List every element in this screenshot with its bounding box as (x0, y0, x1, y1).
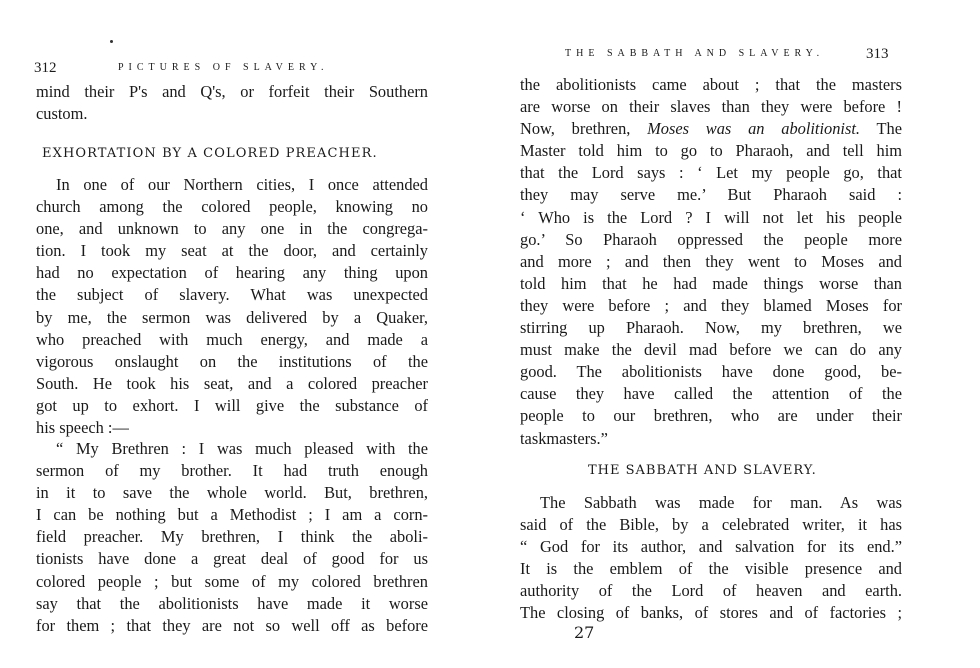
text-line: and more ; and then they went to Moses and (520, 251, 902, 271)
text-line: tion. I took my seat at the door, and certainly (36, 241, 428, 261)
text-line-mixed (520, 118, 902, 140)
text-line: are worse on their slaves than they were before ! (520, 97, 902, 117)
text-line: The Sabbath was made for man. As was (540, 493, 902, 512)
text-line: cause they have called the attention of the (520, 384, 902, 404)
text-line: custom. (36, 104, 88, 124)
text-line: “ My Brethren : I was much pleased with the (56, 439, 428, 458)
text-line: authority of the Lord of heaven and earth. (520, 581, 902, 601)
text-line: good. The abolitionists have done good, be- (520, 362, 902, 382)
text-line: It is the emblem of the visible presence and (520, 559, 902, 579)
text-line: the abolitionists came about ; that the masters (520, 75, 902, 94)
text-line: I can be nothing but a Methodist ; I am a corn- (36, 505, 428, 525)
paragraph-speech (36, 438, 428, 637)
text-line: got up to exhort. I will give the substance of (36, 395, 428, 415)
text-line: “ God for its author, and salvation for its end.” (520, 537, 902, 557)
paragraph-sabbath (520, 492, 902, 625)
text-line: they may serve me.’ But Pharaoh said : (520, 185, 902, 205)
text-line: they were before ; and they blamed Moses for (520, 295, 902, 315)
page-number: 312 (34, 60, 57, 76)
text-line: taskmasters.” (520, 428, 608, 448)
text-line: the subject of slavery. What was unexpected (36, 285, 428, 305)
text-line: field preacher. My brethren, I think the aboli- (36, 527, 428, 547)
text-line: Master told him to go to Pharaoh, and tell him (520, 141, 902, 161)
text-line: said of the Bible, by a celebrated writer, it has (520, 515, 902, 535)
right-page (490, 0, 980, 668)
text-line: In one of our Northern cities, I once attended (56, 175, 428, 194)
text-line: his speech :— (36, 418, 129, 438)
text-line: colored people ; but some of my colored brethren (36, 571, 428, 591)
text-line: ‘ Who is the Lord ? I will not let his people (520, 207, 902, 227)
running-head: THE SABBATH AND SLAVERY. (565, 48, 825, 59)
text-segment: The (876, 119, 902, 139)
text-line: by me, the sermon was delivered by a Quaker, (36, 307, 428, 327)
text-line: tionists have done a great deal of good for us (36, 549, 428, 569)
section-heading: THE SABBATH AND SLAVERY. (588, 463, 817, 478)
text-line: vigorous onslaught on the institutions of the (36, 351, 428, 371)
page-number: 313 (866, 46, 889, 62)
ink-speck (110, 40, 113, 43)
text-line: people to our brethren, who are under their (520, 406, 902, 426)
text-line: church among the colored people, knowing no (36, 197, 428, 217)
running-head: PICTURES OF SLAVERY. (118, 62, 329, 73)
text-line: stirring up Pharaoh. Now, my brethren, we (520, 318, 902, 338)
section-heading: EXHORTATION BY A COLORED PREACHER. (42, 146, 378, 161)
signature-mark: 27 (574, 623, 595, 642)
text-line: for them ; that they are not so well off as before (36, 615, 428, 635)
text-line: say that the abolitionists have made it worse (36, 593, 428, 613)
text-segment: Now, brethren, (520, 119, 631, 139)
text-line: South. He took his seat, and a colored preacher (36, 373, 428, 393)
text-line: told him that he had made things worse than (520, 273, 902, 293)
text-line: mind their P's and Q's, or forfeit their Southern (36, 82, 428, 101)
paragraph-exhortation-intro (36, 174, 428, 439)
text-line: in it to save the whole world. But, brethren, (36, 483, 428, 503)
text-line: one, and unknown to any one in the congrega- (36, 219, 428, 239)
italic-emphasis: Moses was an abolitionist. (647, 119, 861, 139)
text-line: must make the devil mad before we can do any (520, 340, 902, 360)
text-line: had no expectation of hearing any thing upon (36, 263, 428, 283)
text-line: sermon of my brother. It had truth enough (36, 461, 428, 481)
paragraph-speech-continued (520, 74, 902, 450)
text-line: go.’ So Pharaoh oppressed the people more (520, 229, 902, 249)
text-line: who preached with much energy, and made a (36, 329, 428, 349)
text-line: that the Lord says : ‘ Let my people go, that (520, 163, 902, 183)
opening-text (36, 81, 428, 125)
text-line: The closing of banks, of stores and of factories ; (520, 603, 902, 623)
